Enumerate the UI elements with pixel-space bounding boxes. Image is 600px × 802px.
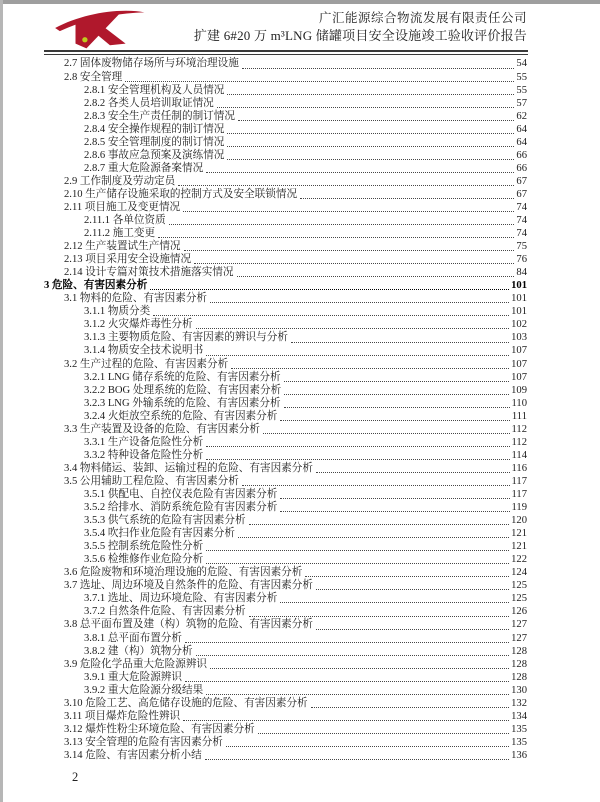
toc-entry [44,123,527,136]
toc-entry-label: 2.11.1 各单位资质 [84,215,166,227]
toc-entry [44,71,527,84]
toc-page-number: 110 [511,397,527,409]
toc-entry-label: 3.7 选址、周边环境及自然条件的危险、有害因素分析 [64,580,313,592]
toc-entry-label: 3.11 项目爆炸危险性辨识 [64,710,181,722]
toc-page-number: 107 [511,371,527,383]
toc-page-number: 112 [511,436,527,448]
toc-entry-label: 2.8.3 安全生产责任制的制订情况 [84,110,235,122]
toc-dot-leader [150,289,509,290]
toc-dot-leader [249,616,510,617]
toc-page-number: 135 [511,723,527,735]
scan-edge-left [0,0,3,802]
toc-entry [44,528,527,541]
toc-dot-leader [280,420,510,421]
header-divider-rule [44,50,528,55]
toc-entry-label: 3.2.4 火炬放空系统的危险、有害因素分析 [84,410,278,422]
toc-entry-label: 2.10 生产储存设施采取的控制方式及安全联锁情况 [64,188,298,200]
toc-dot-leader [242,68,515,69]
toc-dot-leader [183,720,509,721]
toc-entry [44,593,527,606]
toc-page-number: 124 [511,567,527,579]
toc-entry [44,671,527,684]
toc-dot-leader [210,668,509,669]
toc-entry-label: 3.8.1 总平面布置分析 [84,632,182,644]
toc-entry-label: 3.1 物料的危险、有害因素分析 [64,293,208,305]
toc-entry-label: 2.11.2 施工变更 [84,228,156,240]
toc-page-number: 121 [511,528,527,540]
toc-page-number: 107 [511,345,527,357]
toc-entry [44,645,527,658]
toc-dot-leader [291,342,509,343]
toc-entry [44,554,527,567]
toc-page-number: 116 [511,462,527,474]
toc-dot-leader [178,185,514,186]
toc-dot-leader [284,407,510,408]
toc-page-number: 136 [511,749,527,761]
toc-entry-label: 3.12 爆炸性粉尘环境危险、有害因素分析 [64,723,255,735]
toc-entry-label: 3.3 生产装置及设备的危险、有害因素分析 [64,423,260,435]
toc-dot-leader [238,537,509,538]
toc-entry-label: 3.1.2 火灾爆炸毒性分析 [84,319,193,331]
toc-page-number: 111 [511,410,527,422]
toc-entry-label: 3.6 危险废物和环境治理设施的危险、有害因素分析 [64,567,303,579]
toc-dot-leader [185,642,509,643]
toc-page-number: 102 [511,319,527,331]
toc-entry [44,149,527,162]
toc-page-number: 117 [511,489,527,500]
toc-dot-leader [206,550,509,551]
footer-page-number: 2 [72,770,79,784]
toc-dot-leader [125,81,514,82]
toc-entry [44,84,527,97]
toc-entry-label: 3.3.1 生产设备危险性分析 [84,436,204,448]
toc-page-number: 74 [516,201,527,213]
toc-entry [44,332,527,345]
toc-entry-label: 3.5 公用辅助工程危险、有害因素分析 [64,475,239,487]
toc-entry-label: 3.1.4 物质安全技术说明书 [84,345,204,357]
toc-entry [44,358,527,371]
toc-page-number: 84 [516,267,527,279]
toc-dot-leader [206,563,509,564]
toc-page-number: 76 [516,254,527,266]
toc-dot-leader [238,120,514,121]
toc-entry [44,162,527,175]
toc-entry-label: 3.3.2 特种设备危险性分析 [84,449,204,461]
company-name: 广汇能源综合物流发展有限责任公司 [318,11,527,25]
toc-entry [44,632,527,645]
toc-dot-leader [206,694,509,695]
toc-dot-leader [316,472,510,473]
scan-edge-top [0,0,600,4]
toc-dot-leader [217,107,515,108]
toc-page-number: 127 [511,619,527,631]
toc-page-number: 126 [511,606,527,618]
toc-page-number: 62 [516,110,527,122]
toc-entry [44,567,527,580]
toc-entry-label: 3.1.3 主要物质危险、有害因素的辨识与分析 [84,332,288,344]
toc-dot-leader [300,198,514,199]
toc-entry [44,710,527,723]
toc-dot-leader [280,498,509,499]
toc-page-number: 57 [516,97,527,109]
toc-page-number: 74 [516,215,527,227]
toc-dot-leader [206,172,514,173]
toc-dot-leader [226,746,509,747]
toc-dot-leader [227,133,514,134]
toc-entry [44,384,527,397]
toc-dot-leader [194,263,514,264]
toc-page-number: 55 [516,71,527,83]
toc-dot-leader [227,94,514,95]
toc-entry [44,749,527,762]
toc-entry [44,619,527,632]
toc-entry-label: 3.7.1 选址、周边环境危险、有害因素分析 [84,593,278,605]
toc-dot-leader [196,655,510,656]
toc-entry-label: 3.10 危险工艺、高危储存设施的危险、有害因素分析 [64,697,308,709]
toc-entry-label: 2.8.6 事故应急预案及演练情况 [84,149,225,161]
toc-entry-label: 3.9.2 重大危险源分级结果 [84,684,204,696]
toc-entry [44,267,527,280]
toc-entry [44,723,527,736]
toc-entry [44,371,527,384]
toc-dot-leader [311,707,509,708]
toc-page-number: 64 [516,123,527,135]
toc-dot-leader [169,224,515,225]
toc-page-number: 66 [516,149,527,161]
toc-entry [44,202,527,215]
toc-entry [44,541,527,554]
toc-page-number: 117 [511,475,527,487]
toc-dot-leader [206,459,509,460]
toc-page-number: 134 [511,710,527,722]
toc-entry-label: 2.14 设计专篇对策技术措施落实情况 [64,267,234,279]
toc-page-number: 103 [511,332,527,344]
toc-list [44,58,527,763]
toc-dot-leader [316,589,509,590]
toc-page-number: 125 [511,580,527,592]
toc-entry [44,110,527,123]
toc-dot-leader [183,211,514,212]
toc-page-number: 128 [511,658,527,670]
toc-entry-label: 3.1.1 物质分类 [84,306,151,318]
toc-entry [44,215,527,228]
toc-entry-label: 2.12 生产装置试生产情况 [64,241,181,253]
toc-entry [44,580,527,593]
toc-page-number: 128 [511,671,527,683]
toc-entry-label: 3.5.1 供配电、自控仪表危险有害因素分析 [84,489,278,500]
toc-dot-leader [316,629,509,630]
toc-entry-label: 3.2.3 LNG 外输系统的危险、有害因素分析 [84,397,281,409]
toc-entry [44,462,527,475]
toc-entry-label: 3.2.2 BOG 处理系统的危险、有害因素分析 [84,384,282,396]
report-header [44,10,527,45]
toc-dot-leader [158,237,514,238]
toc-page-number: 75 [516,241,527,253]
toc-entry-label: 3.14 危险、有害因素分析小结 [64,749,202,761]
toc-page-number: 74 [516,228,527,240]
toc-entry [44,502,527,515]
toc-dot-leader [237,276,515,277]
toc-entry [44,175,527,188]
toc-dot-leader [258,733,509,734]
toc-page-number: 135 [511,736,527,748]
toc-entry-label: 2.9 工作制度及劳动定员 [64,175,176,187]
toc-entry [44,697,527,710]
toc-dot-leader [184,250,515,251]
toc-dot-leader [231,368,509,369]
toc-entry-label: 2.13 项目采用安全设施情况 [64,254,192,266]
toc-dot-leader [185,681,509,682]
toc-entry-label: 3.13 安全管理的危险有害因素分析 [64,736,223,748]
toc-entry-label: 3.5.4 吹扫作业危险有害因素分析 [84,528,235,540]
toc-entry-label: 3.8 总平面布置及建（构）筑物的危险、有害因素分析 [64,619,313,631]
toc-entry [44,188,527,201]
toc-dot-leader [205,759,509,760]
toc-page-number: 54 [516,58,527,70]
toc-page-number: 125 [511,593,527,605]
toc-dot-leader [242,485,510,486]
toc-dot-leader [284,381,510,382]
toc-dot-leader [280,602,509,603]
toc-dot-leader [280,511,509,512]
toc-page-number: 55 [516,84,527,96]
toc-page-number: 120 [511,515,527,527]
toc-entry [44,228,527,241]
toc-entry-label: 3.9.1 重大危险源辨识 [84,671,182,683]
toc-entry-label: 2.8.4 安全操作规程的制订情况 [84,123,225,135]
toc-page-number: 107 [511,358,527,370]
toc-entry-label: 3.5.2 给排水、消防系统危险有害因素分析 [84,502,278,514]
toc-entry-label: 3.2.1 LNG 储存系统的危险、有害因素分析 [84,371,281,383]
toc-entry-label: 2.8 安全管理 [64,71,123,83]
toc-page-number: 67 [516,175,527,187]
toc-dot-leader [227,159,514,160]
toc-page-number: 109 [511,384,527,396]
toc-entry-label: 2.8.2 各类人员培训取证情况 [84,97,214,109]
toc-dot-leader [196,328,510,329]
toc-entry-label: 3.2 生产过程的危险、有害因素分析 [64,358,229,370]
toc-entry [44,606,527,619]
toc-dot-leader [305,576,509,577]
toc-entry [44,397,527,410]
toc-page-number: 66 [516,162,527,174]
toc-page-number: 119 [511,502,527,514]
toc-entry-label: 2.8.7 重大危险源备案情况 [84,162,204,174]
toc-page-number: 67 [516,188,527,200]
toc-entry [44,345,527,358]
toc-entry [44,293,527,306]
toc-entry-label: 3.8.2 建（构）筑物分析 [84,645,193,657]
toc-entry-label: 3.4 物料储运、装卸、运输过程的危险、有害因素分析 [64,462,313,474]
toc-entry [44,489,527,502]
toc-page-number: 64 [516,136,527,148]
toc-entry [44,515,527,528]
toc-dot-leader [210,302,509,303]
toc-entry-label: 3.5.5 控制系统危险性分析 [84,541,204,553]
toc-entry-label: 3.7.2 自然条件危险、有害因素分析 [84,606,246,618]
toc-entry-label: 2.11 项目施工及变更情况 [64,201,181,213]
toc-page-number: 132 [511,697,527,709]
toc-entry [44,436,527,449]
toc-entry-label: 2.8.5 安全管理制度的制订情况 [84,136,225,148]
report-title: 扩建 6#20 万 m³LNG 储罐项目安全设施竣工验收评价报告 [193,28,527,43]
toc-entry [44,684,527,697]
toc-dot-leader [206,446,509,447]
toc-entry-label: 3 危险、有害因素分析 [44,280,148,292]
toc-page-number: 101 [511,306,527,318]
toc-entry [44,280,527,293]
toc-dot-leader [227,146,514,147]
toc-page-number: 114 [511,449,527,461]
toc-dot-leader [206,355,509,356]
toc-entry-label: 3.5.3 供气系统的危险有害因素分析 [84,515,246,527]
toc-entry [44,319,527,332]
toc-page-number: 101 [511,280,527,292]
toc-entry [44,97,527,110]
toc-dot-leader [263,433,510,434]
toc-entry [44,306,527,319]
toc-dot-leader [284,394,509,395]
toc-entry [44,658,527,671]
toc-page-number: 122 [511,554,527,566]
toc-entry [44,241,527,254]
toc-entry [44,58,527,71]
toc-entry [44,136,527,149]
toc-entry-label: 2.8.1 安全管理机构及人员情况 [84,84,225,96]
toc-page-number: 130 [511,684,527,696]
toc-page-number: 112 [511,423,527,435]
toc-page-number: 127 [511,632,527,644]
toc-page-number: 128 [511,645,527,657]
toc-entry-label: 2.7 固体废物储存场所与环境治理设施 [64,58,239,70]
toc-entry [44,410,527,423]
toc-entry [44,254,527,267]
toc-entry [44,423,527,436]
toc-entry [44,736,527,749]
toc-entry-label: 3.5.6 检维修作业危险分析 [84,554,204,566]
toc-dot-leader [249,524,510,525]
toc-dot-leader [153,315,509,316]
toc-page-number: 121 [511,541,527,553]
toc-entry-label: 3.9 危险化学品重大危险源辨识 [64,658,208,670]
toc-entry [44,449,527,462]
toc-page-number: 101 [511,293,527,305]
toc-entry [44,476,527,489]
